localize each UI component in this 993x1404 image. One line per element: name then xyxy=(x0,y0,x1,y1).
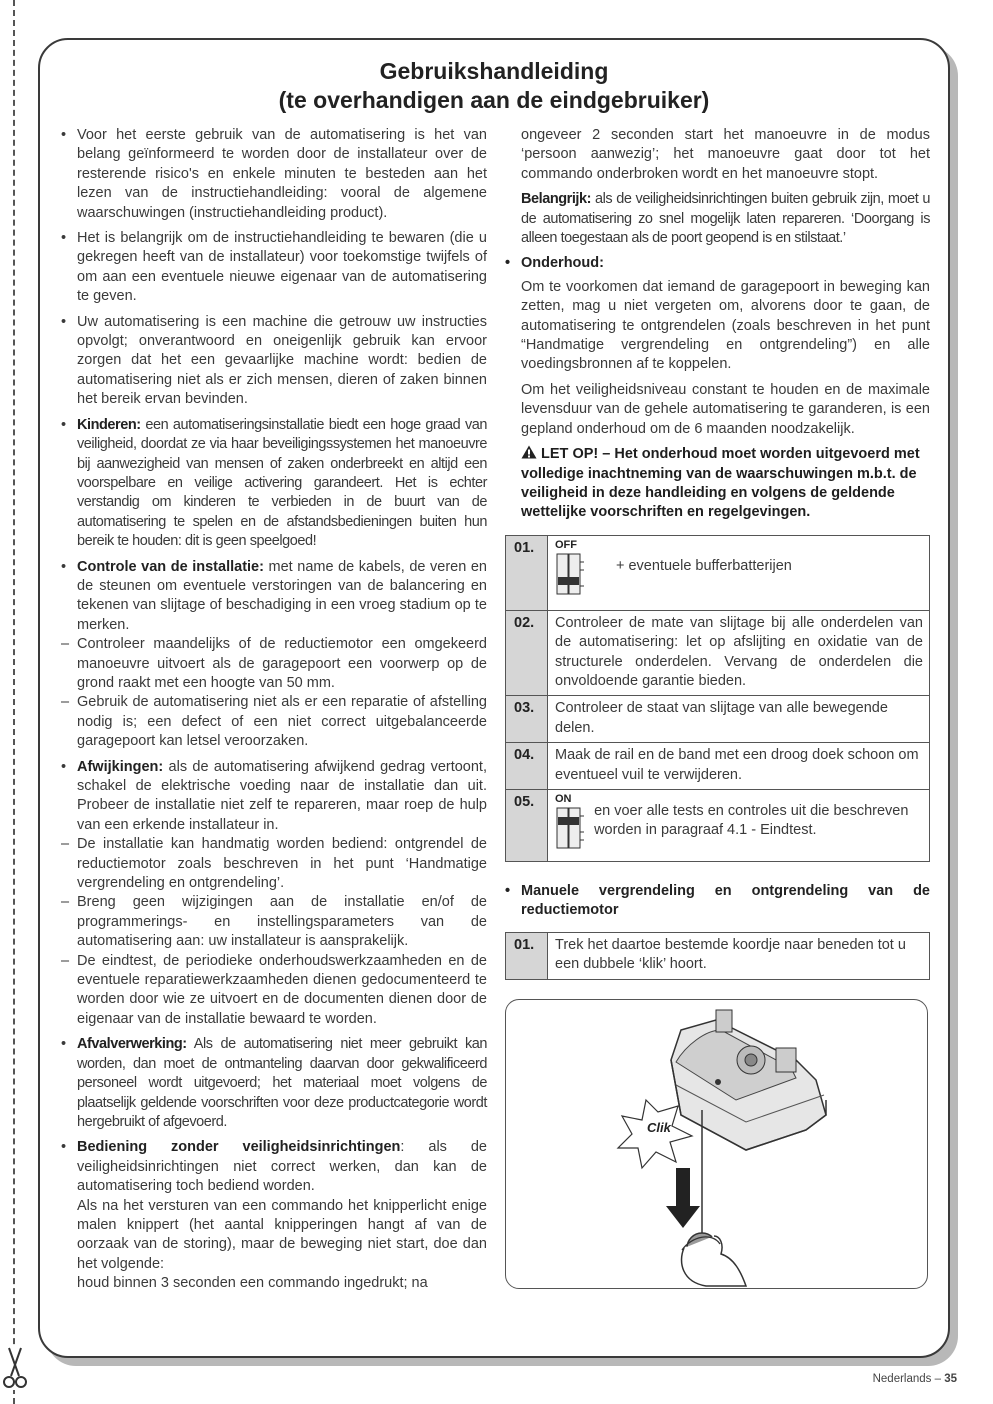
maintenance-para-2: Om het veiligheidsniveau constant te houden en de maximale levensduur van de gehele automatisering te garanderen, is een gepland onderhoud om de 6 maanden noodzakelijk. xyxy=(521,381,930,437)
cut-line xyxy=(13,0,15,1404)
step-cell xyxy=(548,789,930,861)
warning-icon xyxy=(521,445,537,459)
no-safety-text: : als de veiligheidsinrichtingen niet correct werken, dan kan de automatisering toch bediend worden. xyxy=(77,1139,487,1195)
step-cell xyxy=(548,535,930,610)
step-text: + eventuele bufferbatterijen xyxy=(616,557,792,574)
dash-documentation: – De eindtest, de periodieke onderhoudswerkzaamheden en de eventuele reparatiewerkzaamheden dienen gedocumenteerd te worden door wie ze uitvoert en de documenten dienen door de eigenaar van de installatie bewaard te worden. xyxy=(61,952,487,1030)
left-column xyxy=(61,126,487,1294)
right-column xyxy=(505,126,930,1289)
bullet-machine: • Uw automatisering is een machine die getrouw uw instructies opvolgt; onverantwoord en oneigenlijk gebruik kan ervoor zorgen dat het een gevaarlijke machine wordt: bedien de automatisering niet als er zich mensen, dieren of zaken binnen het bereik ervan bevinden. xyxy=(61,313,487,410)
dash-no-changes: – Breng geen wijzigingen aan de installatie en/of de programmerings- en instellingsparameters van de automatisering aan: uw installateur is aansprakelijk. xyxy=(61,893,487,951)
important-text: als de veiligheidsinrichtingen buiten gebruik zijn, moet u de automatisering zo snel mogelijk laten repareren. ‘Doorgang is alleen toegestaan als de poort geopend is en stilstaat.’ xyxy=(521,191,930,247)
bullet-keep-manual: • Het is belangrijk om de instructiehandleiding te bewaren (die u gekregen heeft van de installateur) voor toekomstige twijfels of om aan een eventuele nieuwe eigenaar van de automatisering te geven. xyxy=(61,229,487,307)
circuit-breaker-off-icon xyxy=(555,552,585,596)
continued-text: ongeveer 2 seconden start het manoeuvre in de modus ‘persoon aanwezig’; het manoeuvre gaat door tot het commando onderbroken wordt en het manoeuvre stopt. xyxy=(521,127,930,182)
dash-manual-operation: – De installatie kan handmatig worden bediend: ontgrendel de reductiemotor zoals beschreven in het punt ‘Handmatige vergrendeling en ontgrendeling’. xyxy=(61,835,487,893)
step-text: en voer alle tests en controles uit die beschreven worden in paragraaf 4.1 - Eindtest. xyxy=(594,802,909,839)
maintenance-heading: • Onderhoud: xyxy=(505,254,930,273)
inspection-text: met name de kabels, de veren en de steunen om eventuele verstoringen van de balancering en tekenen van slijtage of beschadiging in een vroeg stadium op te merken. xyxy=(77,558,487,633)
page-number: 35 xyxy=(944,1373,957,1385)
step-number: 04. xyxy=(506,743,548,790)
children-text: een automatiseringsinstallatie biedt een hoge graad van veiligheid, doordat ze via haar beveiligingssystemen het manoeuvre bij aanwezigheid van mensen of zaken onderbreekt en altijd een voorspelbare en veilige activering garandeert. Het is echter verstandig om kinderen te verbieden in de buurt van de automatisering te spelen en de afstandsbedieningen buiten hun bereik te houden: dit is geen speelgoed! xyxy=(77,416,487,550)
important-note xyxy=(505,190,930,248)
switch-state-label: OFF xyxy=(555,538,577,551)
scissors-icon xyxy=(2,1346,28,1390)
no-safety-label: Bediening zonder veiligheidsinrichtingen xyxy=(77,1139,401,1156)
important-label: Belangrijk: xyxy=(521,191,591,208)
step-number: 01. xyxy=(506,932,548,979)
bullet-no-safety xyxy=(61,1138,487,1196)
step-number: 02. xyxy=(506,610,548,696)
maintenance-warning xyxy=(505,445,930,523)
warning-text: LET OP! – Het onderhoud moet worden uitgevoerd met volledige inachtneming van de waarschuwingen m.b.t. de veiligheid in deze handleiding en volgens de geldende wettelijke voorschriften en regelgevingen. xyxy=(521,446,920,521)
switch-state-label: ON xyxy=(555,792,572,805)
release-illustration xyxy=(505,999,928,1289)
release-table xyxy=(505,932,930,980)
motor-release-drawing xyxy=(506,1000,926,1287)
bullet-disposal xyxy=(61,1035,487,1132)
manual-release-heading: • Manuele vergrendeling en ontgrendeling van de reductiemotor xyxy=(505,882,930,921)
dash-monthly-check: – Controleer maandelijks of de reductiemotor een omgekeerd manoeuvre uitvoert als de garagepoort een voorwerp op de grond raakt met een hoogte van 50 mm. xyxy=(61,635,487,693)
step-text: Controleer de mate van slijtage bij alle onderdelen van de automatisering: let op afslijting en oxidatie van de structurele onderdelen. Vervang de onderdelen die onvoldoende garantie bieden. xyxy=(548,610,930,696)
table-row xyxy=(506,743,930,790)
table-row xyxy=(506,789,930,861)
step-text: Controleer de staat van slijtage van alle bewegende delen. xyxy=(548,696,930,743)
step-number: 01. xyxy=(506,535,548,610)
click-label: Clik xyxy=(647,1119,671,1135)
step-text: Trek het daartoe bestemde koordje naar beneden tot u een dubbele ‘klik’ hoort. xyxy=(548,932,930,979)
step-number: 05. xyxy=(506,789,548,861)
step-text: Maak de rail en de band met een droog doek schoon om eventueel vuil te verwijderen. xyxy=(548,743,930,790)
table-row xyxy=(506,932,930,979)
children-label: Kinderen: xyxy=(77,416,141,433)
table-row xyxy=(506,535,930,610)
maintenance-table xyxy=(505,535,930,862)
footer-language: Nederlands – xyxy=(872,1373,945,1385)
title-line-2: (te overhandigen aan de eindgebruiker) xyxy=(278,87,710,113)
maintenance-para-1: Om te voorkomen dat iemand de garagepoort in beweging kan zetten, mag u niet vergeten om, alvorens door te gaan, de automatisering te ontgrendelen (zoals beschreven in het punt “Handmatige vergrendeling en ontgrendeling”) en alle voedingsbronnen af te koppelen. xyxy=(521,278,930,373)
bullet-intro: • Voor het eerste gebruik van de automatisering is het van belang geïnformeerd te worden door de installateur over de resterende risico's en enkele minuten te besteden aan het lezen van de instructiehandleiding: vooral de algemene waarschuwingen (instructiehandleiding product). xyxy=(61,126,487,223)
title-line-1: Gebruikshandleiding xyxy=(379,58,609,84)
table-row xyxy=(506,610,930,696)
dash-no-use: – Gebruik de automatisering niet als er een reparatie of afstelling nodig is; een defect of een niet correct uitgebalanceerde garagepoort kan letsel veroorzaken. xyxy=(61,693,487,751)
step-number: 03. xyxy=(506,696,548,743)
circuit-breaker-on-icon xyxy=(555,806,585,850)
disposal-label: Afvalverwerking: xyxy=(77,1036,187,1053)
bullet-deviations xyxy=(61,758,487,836)
deviations-text: als de automatisering afwijkend gedrag vertoont, schakel de elektrische voeding naar de installatie dan uit. Probeer de installatie niet zelf te repareren, maar roep de hulp van een erkende installateur in. xyxy=(77,758,487,833)
disposal-text: Als de automatisering niet meer gebruikt kan worden, dan moet de ontmanteling daarvan door gekwalificeerd personeel wordt uitgevoerd; het materiaal moet volgens de plaatselijk geldende voorschriften voor deze productcategorie wordt hergebruikt of afgevoerd. xyxy=(77,1036,487,1130)
bullet-children xyxy=(61,416,487,552)
no-safety-para-3: houd binnen 3 seconden een commando ingedrukt; na xyxy=(77,1275,428,1292)
table-row xyxy=(506,696,930,743)
inspection-label: Controle van de installatie: xyxy=(77,558,264,575)
bullet-inspection xyxy=(61,558,487,636)
page-title xyxy=(38,57,950,115)
deviations-label: Afwijkingen: xyxy=(77,758,164,775)
page-footer xyxy=(873,1373,957,1385)
no-safety-para-2: Als na het versturen van een commando het knipperlicht enige malen knippert (het aantal knipperingen hangt af van de oorzaak van de storing), maar de beweging niet start, doe dan het volgende: xyxy=(77,1197,487,1272)
